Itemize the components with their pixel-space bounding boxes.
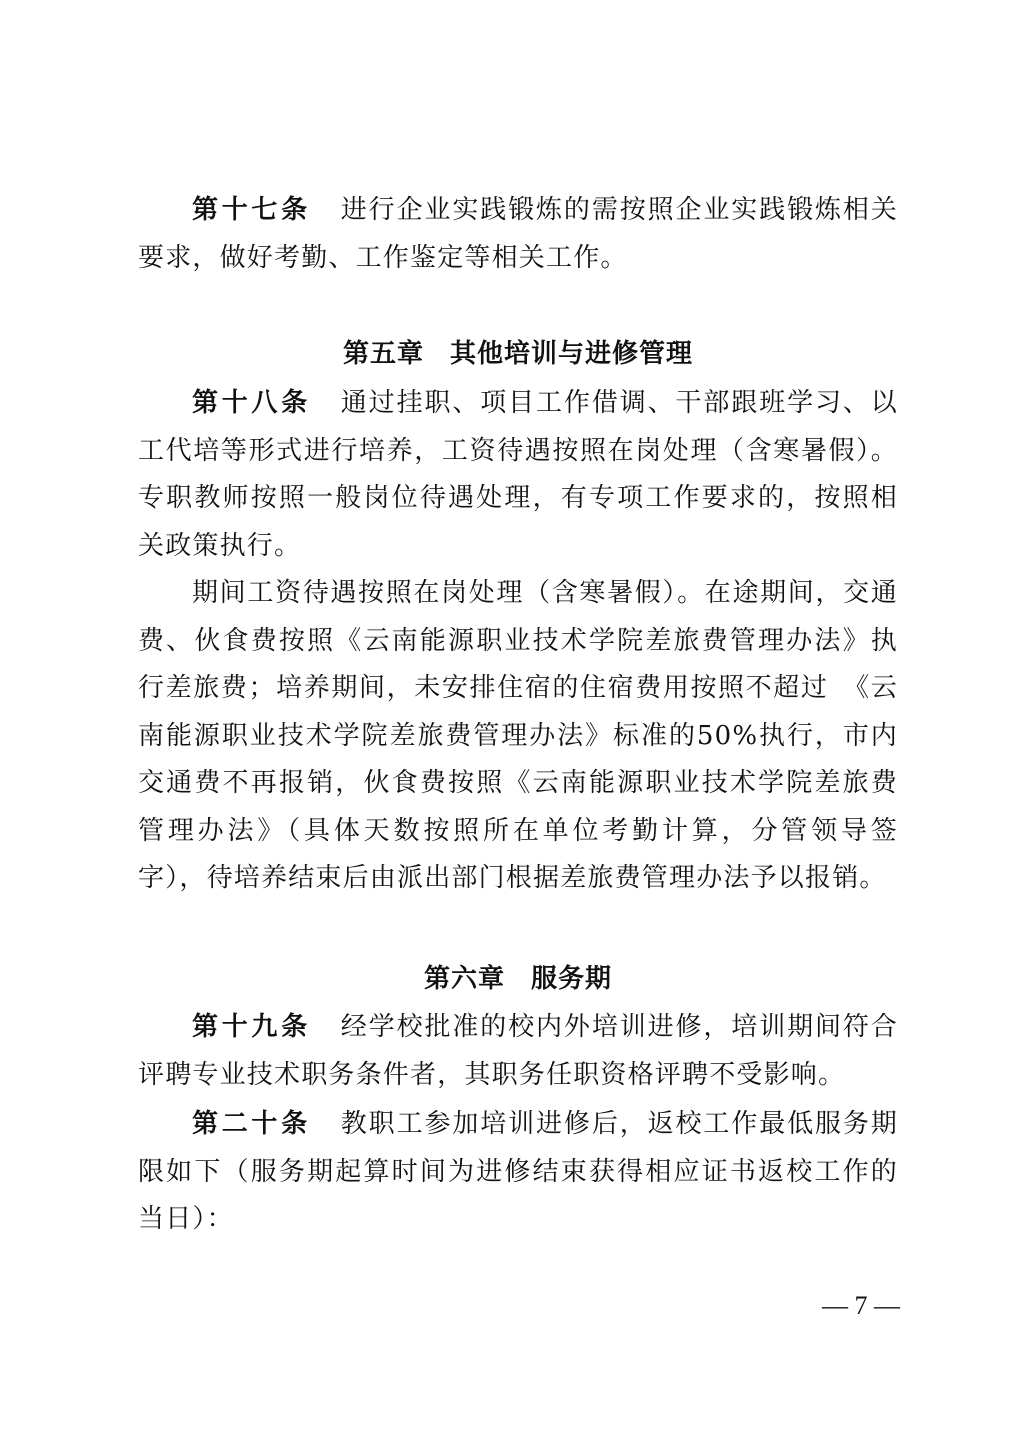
article-18 (138, 380, 898, 903)
article-17-label: 第十七条 (192, 195, 311, 225)
article-18-paragraph-2: 期间工资待遇按照在岗处理（含寒暑假）。在途期间，交通费、伙食费按照《云南能源职业技术学院差旅费管理办法》执行差旅费；培养期间，未安排住宿的住宿费用按照不超过 《云南能源职业技术学院差旅费管理办法》标准的50%执行，市内交通费不再报销，伙食费按照《云南能源职业技术学院差旅费管理办法》（具体天数按照所在单位考勤计算，分管领导签字），待培养结束后由派出部门根据差旅费管理办法予以报销。 (138, 578, 898, 893)
article-20-label: 第二十条 (192, 1109, 311, 1139)
article-17-paragraph (138, 187, 898, 282)
article-18-text: 通过挂职、项目工作借调、干部跟班学习、以工代培等形式进行培养，工资待遇按照在岗处理（含寒暑假）。专职教师按照一般岗位待遇处理，有专项工作要求的，按照相关政策执行。 (138, 388, 898, 561)
article-19-paragraph (138, 1004, 898, 1099)
article-19 (138, 1004, 898, 1099)
article-18-label: 第十八条 (192, 388, 311, 418)
article-20 (138, 1101, 898, 1244)
article-17 (138, 187, 898, 282)
chapter-5-number: 第五章 (342, 339, 424, 369)
page-number: — 7 — (822, 1291, 900, 1320)
chapter-5-title: 其他培训与进修管理 (450, 339, 694, 369)
article-20-text: 教职工参加培训进修后，返校工作最低服务期限如下（服务期起算时间为进修结束获得相应证书返校工作的当日）： (138, 1109, 898, 1234)
article-18-paragraph (138, 380, 898, 570)
article-17-text: 进行企业实践锻炼的需按照企业实践锻炼相关要求，做好考勤、工作鉴定等相关工作。 (138, 195, 898, 273)
article-19-label: 第十九条 (192, 1012, 311, 1042)
chapter-6-title: 服务期 (531, 964, 613, 994)
article-20-paragraph (138, 1101, 898, 1244)
chapter-6-number: 第六章 (423, 964, 505, 994)
article-19-text: 经学校批准的校内外培训进修，培训期间符合评聘专业技术职务条件者，其职务任职资格评聘不受影响。 (138, 1012, 898, 1090)
chapter-5-heading (138, 333, 898, 370)
chapter-6-heading (138, 958, 898, 995)
